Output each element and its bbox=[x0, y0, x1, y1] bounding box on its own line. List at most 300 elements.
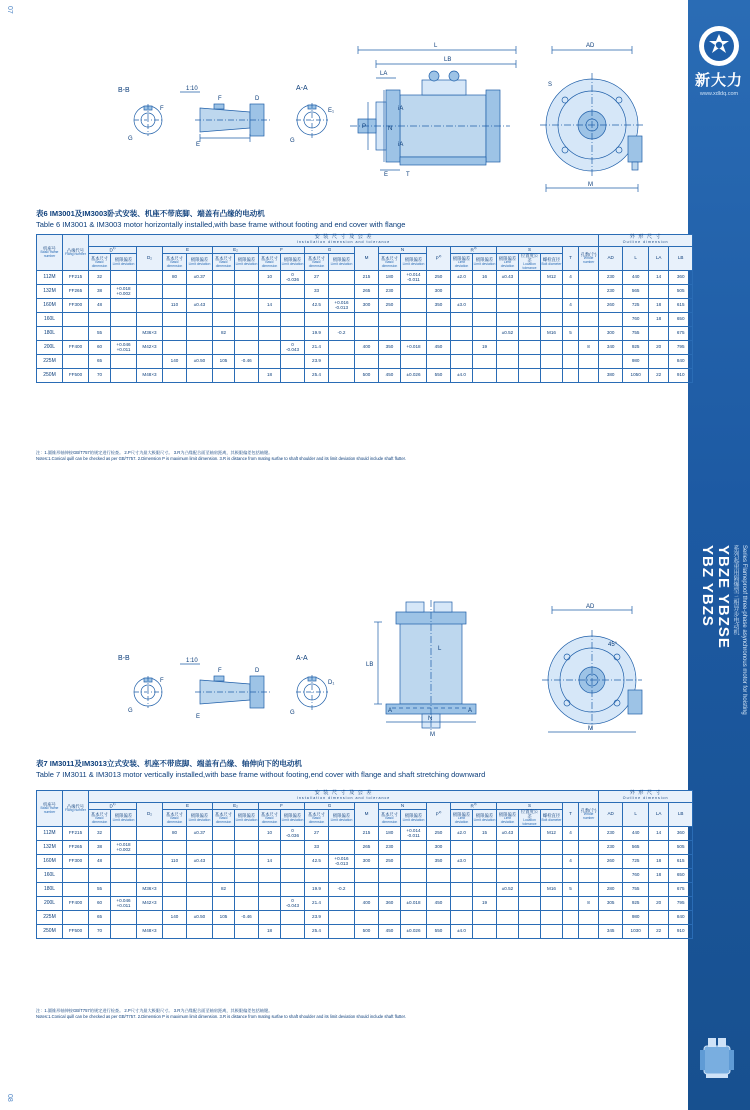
cell-d1: 60 bbox=[89, 341, 111, 355]
cell-frame: 132M bbox=[37, 285, 63, 299]
table-row bbox=[37, 883, 693, 897]
cell-la: 14 bbox=[649, 827, 669, 841]
cell-frame: 160M bbox=[37, 299, 63, 313]
series-vertical-title bbox=[688, 545, 750, 805]
th-flange-en: Flang number bbox=[65, 252, 86, 257]
cell-t bbox=[563, 285, 579, 299]
table-row bbox=[37, 841, 693, 855]
cell-ndev bbox=[401, 911, 427, 925]
th7-S-bolt: 螺栓直径 Bolt diameter bbox=[541, 810, 563, 827]
cell-p bbox=[427, 355, 451, 369]
table6-note1: 注：1.圆锥形轴伸按GB/T757的规定进行检查。 2.P尺寸为最大极限尺寸。 3.R为凸缘配合面至轴肩距离，其极限偏差包括轴键。 bbox=[36, 450, 273, 455]
table-row bbox=[37, 271, 693, 285]
cell-rdev: 16 bbox=[473, 271, 497, 285]
cell-fdev bbox=[281, 855, 305, 869]
th7-S-loc: 位置度公差 Location tolerance bbox=[519, 810, 541, 827]
cell-sloc bbox=[519, 925, 541, 939]
page-number-top: 07 bbox=[6, 6, 13, 14]
cell-gdev bbox=[329, 827, 355, 841]
cell-d2 bbox=[137, 355, 163, 369]
cell-n: 250 bbox=[379, 855, 401, 869]
cell-s bbox=[497, 369, 519, 383]
svg-text:S: S bbox=[548, 82, 553, 88]
cell-lb: 650 bbox=[669, 869, 693, 883]
cell-d1: 55 bbox=[89, 327, 111, 341]
cell-flange: FF265 bbox=[63, 841, 89, 855]
cell-f: 18 bbox=[259, 369, 281, 383]
cell-edev: ±0.43 bbox=[187, 299, 213, 313]
cell-sloc bbox=[519, 883, 541, 897]
cell-d1: 65 bbox=[89, 911, 111, 925]
cell-rdev bbox=[473, 841, 497, 855]
table7-specifications bbox=[36, 790, 693, 939]
cell-m bbox=[355, 911, 379, 925]
cell-p: 250 bbox=[427, 827, 451, 841]
table6-specifications bbox=[36, 234, 693, 383]
cell-lb: 910 bbox=[669, 369, 693, 383]
th-group-install-cn: 安 装 尺 寸 及 公 差 bbox=[314, 234, 373, 240]
cell-l: 760 bbox=[623, 869, 649, 883]
th7-E-basic: 基本尺寸 Basic dimension bbox=[163, 810, 187, 827]
cell-fdev bbox=[281, 313, 305, 327]
cell-n: 180 bbox=[379, 271, 401, 285]
cell-r: ±2.0 bbox=[451, 827, 473, 841]
brand-name-cn: 新大力 bbox=[694, 72, 743, 89]
cell-la: 14 bbox=[649, 271, 669, 285]
cell-m: 265 bbox=[355, 285, 379, 299]
cell-edev: ±0.37 bbox=[187, 271, 213, 285]
cell-l: 1030 bbox=[623, 925, 649, 939]
cell-holes bbox=[579, 925, 599, 939]
cell-m bbox=[355, 869, 379, 883]
cell-rdev: 15 bbox=[473, 827, 497, 841]
cell-d1: 65 bbox=[89, 355, 111, 369]
cell-sloc bbox=[519, 313, 541, 327]
cell-e bbox=[163, 313, 187, 327]
th-D: $D^{1)}$ bbox=[89, 246, 137, 253]
cell-rdev bbox=[473, 313, 497, 327]
cell-e2dev bbox=[235, 341, 259, 355]
cell-e bbox=[163, 883, 187, 897]
cell-sbolt bbox=[541, 841, 563, 855]
svg-text:G: G bbox=[128, 708, 133, 714]
table-row bbox=[37, 285, 693, 299]
cell-fdev bbox=[281, 327, 305, 341]
cell-d1dev: +0.046 +0.011 bbox=[111, 897, 137, 911]
cell-holes bbox=[579, 841, 599, 855]
th-flange-cn: 凸缘代号 bbox=[66, 247, 85, 253]
cell-t bbox=[563, 897, 579, 911]
cell-edev bbox=[187, 897, 213, 911]
cell-d1 bbox=[89, 869, 111, 883]
cell-s bbox=[497, 313, 519, 327]
cell-d1: 38 bbox=[89, 285, 111, 299]
th-group-install bbox=[89, 235, 599, 247]
cell-edev: ±0.50 bbox=[187, 911, 213, 925]
cell-g: 23.9 bbox=[305, 911, 329, 925]
cell-e2 bbox=[213, 925, 235, 939]
cell-p: 450 bbox=[427, 341, 451, 355]
cell-frame: 160L bbox=[37, 869, 63, 883]
cell-flange bbox=[63, 355, 89, 369]
cell-flange bbox=[63, 911, 89, 925]
cell-sbolt: M16 bbox=[541, 327, 563, 341]
cell-la: 22 bbox=[649, 925, 669, 939]
svg-text:F: F bbox=[218, 96, 222, 102]
cell-g: 25.4 bbox=[305, 925, 329, 939]
cell-e: 110 bbox=[163, 299, 187, 313]
cell-gdev bbox=[329, 925, 355, 939]
svg-text:D₁: D₁ bbox=[328, 680, 335, 686]
cell-d2 bbox=[137, 827, 163, 841]
cell-e2dev: -0.46 bbox=[235, 911, 259, 925]
th7-LB: LB bbox=[669, 802, 693, 826]
cell-t bbox=[563, 869, 579, 883]
cell-n: 350 bbox=[379, 341, 401, 355]
th-LB: LB bbox=[669, 246, 693, 270]
cell-holes bbox=[579, 355, 599, 369]
cell-e2dev bbox=[235, 299, 259, 313]
th7-D: $D^{1)}$ bbox=[89, 802, 137, 809]
th7-D-basic: 基本尺寸 Basic dimension bbox=[89, 810, 111, 827]
svg-text:AD: AD bbox=[586, 604, 595, 610]
cell-lb: 615 bbox=[669, 299, 693, 313]
cell-d2 bbox=[137, 855, 163, 869]
cell-gdev bbox=[329, 369, 355, 383]
cell-sbolt bbox=[541, 911, 563, 925]
cell-d2: M42×3 bbox=[137, 341, 163, 355]
cell-ndev: +0.014 -0.011 bbox=[401, 827, 427, 841]
cell-e2 bbox=[213, 299, 235, 313]
th7-LA: LA bbox=[649, 802, 669, 826]
cell-e2 bbox=[213, 369, 235, 383]
th-group-install-en: Installation dimension and tolerance bbox=[296, 240, 391, 245]
cell-d1: 48 bbox=[89, 855, 111, 869]
th-F-basic: 基本尺寸 Basic dimension bbox=[259, 254, 281, 271]
cell-n: 360 bbox=[379, 897, 401, 911]
cell-l: 1050 bbox=[623, 369, 649, 383]
svg-text:P: P bbox=[362, 124, 367, 130]
cell-sloc bbox=[519, 341, 541, 355]
cell-n bbox=[379, 327, 401, 341]
cell-n: 450 bbox=[379, 369, 401, 383]
cell-l: 925 bbox=[623, 897, 649, 911]
cell-lb: 910 bbox=[669, 925, 693, 939]
cell-sloc bbox=[519, 355, 541, 369]
cell-l: 760 bbox=[623, 313, 649, 327]
cell-r bbox=[451, 313, 473, 327]
cell-l: 755 bbox=[623, 327, 649, 341]
cell-rdev bbox=[473, 369, 497, 383]
th-LA: LA bbox=[649, 246, 669, 270]
cell-r: ±2.0 bbox=[451, 271, 473, 285]
cell-gdev: +0.016 -0.013 bbox=[329, 855, 355, 869]
cell-d2 bbox=[137, 869, 163, 883]
table6-title-cn: 表6 IM3001及IM3003卧式安装、机座不带底脚、端盖有凸缘的电动机 bbox=[36, 209, 265, 218]
table-row bbox=[37, 327, 693, 341]
svg-text:E: E bbox=[384, 172, 389, 178]
cell-gdev: +0.016 -0.013 bbox=[329, 299, 355, 313]
cell-ndev: +0.014 -0.011 bbox=[401, 271, 427, 285]
cell-frame: 200L bbox=[37, 897, 63, 911]
cell-d1dev: +0.018 +0.002 bbox=[111, 285, 137, 299]
drawing-vertical-mount bbox=[100, 600, 660, 740]
cell-ad: 340 bbox=[599, 341, 623, 355]
cell-ad: 305 bbox=[599, 897, 623, 911]
cell-e2dev bbox=[235, 271, 259, 285]
cell-sbolt bbox=[541, 869, 563, 883]
th7-group-outline: 外 形 尺 寸 Outline dimension bbox=[599, 791, 693, 803]
cell-r bbox=[451, 285, 473, 299]
cell-g: 19.9 bbox=[305, 327, 329, 341]
th-R: $R^{3)}$ bbox=[451, 246, 497, 253]
table7-title-en: Table 7 IM3011 & IM3013 motor vertically installed,with base frame without footing,end cover with flange and shaft stretching downward bbox=[36, 770, 486, 779]
cell-r: ±4.0 bbox=[451, 369, 473, 383]
cell-la: 18 bbox=[649, 313, 669, 327]
svg-text:iA: iA bbox=[398, 142, 404, 148]
th7-P: $P^{2)}$ bbox=[427, 802, 451, 826]
cell-m: 400 bbox=[355, 897, 379, 911]
cell-e2dev bbox=[235, 369, 259, 383]
svg-text:F: F bbox=[218, 668, 222, 674]
cell-e2dev bbox=[235, 327, 259, 341]
cell-ndev: ±0.026 bbox=[401, 369, 427, 383]
cell-f: 14 bbox=[259, 855, 281, 869]
th7-T: T bbox=[563, 802, 579, 826]
cell-fdev bbox=[281, 883, 305, 897]
th-E2: E₂ bbox=[213, 246, 259, 253]
th7-F: F bbox=[259, 802, 305, 809]
cell-lb: 650 bbox=[669, 313, 693, 327]
cell-e bbox=[163, 897, 187, 911]
th-G-basic: 基本尺寸 Basic dimension bbox=[305, 254, 329, 271]
cell-gdev bbox=[329, 271, 355, 285]
cell-s bbox=[497, 911, 519, 925]
cell-edev bbox=[187, 341, 213, 355]
th7-S-dev: 极限偏差 Limit deviation bbox=[497, 810, 519, 827]
th-N-basic: 基本尺寸 Basic dimension bbox=[379, 254, 401, 271]
cell-lb: 675 bbox=[669, 327, 693, 341]
cell-d1dev bbox=[111, 271, 137, 285]
cell-r bbox=[451, 897, 473, 911]
cell-ad: 260 bbox=[599, 855, 623, 869]
cell-ad bbox=[599, 313, 623, 327]
cell-ndev bbox=[401, 841, 427, 855]
th7-G: G bbox=[305, 802, 355, 809]
cell-r bbox=[451, 341, 473, 355]
cell-edev bbox=[187, 313, 213, 327]
th7-R-dev: 极限偏差 Limit deviation bbox=[473, 810, 497, 827]
cell-d1dev bbox=[111, 911, 137, 925]
cell-edev: ±0.50 bbox=[187, 355, 213, 369]
cell-frame: 160L bbox=[37, 313, 63, 327]
cell-rdev bbox=[473, 285, 497, 299]
cell-e2dev: -0.46 bbox=[235, 355, 259, 369]
cell-n bbox=[379, 883, 401, 897]
cell-e2dev bbox=[235, 855, 259, 869]
cell-ad: 230 bbox=[599, 271, 623, 285]
cell-sloc bbox=[519, 299, 541, 313]
cell-e2dev bbox=[235, 841, 259, 855]
cell-ndev bbox=[401, 855, 427, 869]
cell-e2dev bbox=[235, 285, 259, 299]
th7-group-install: 安 装 尺 寸 及 公 差 Installation dimension and tolerance bbox=[89, 791, 599, 803]
cell-fdev bbox=[281, 355, 305, 369]
cell-ndev bbox=[401, 285, 427, 299]
svg-text:iA: iA bbox=[398, 106, 404, 112]
th7-N-basic: 基本尺寸 Basic dimension bbox=[379, 810, 401, 827]
svg-text:G: G bbox=[290, 710, 295, 716]
cell-r bbox=[451, 911, 473, 925]
svg-text:G: G bbox=[128, 136, 133, 142]
cell-m: 500 bbox=[355, 369, 379, 383]
brand-logo bbox=[692, 26, 746, 106]
cell-s bbox=[497, 341, 519, 355]
table7-note1: 注：1.圆锥形轴伸按GB/T757的规定进行检查。 2.P尺寸为最大极限尺寸。 3.R为凸缘配合面至轴肩距离，其极限偏差包括轴键。 bbox=[36, 1008, 273, 1013]
cell-sbolt bbox=[541, 341, 563, 355]
cell-g bbox=[305, 313, 329, 327]
cell-holes bbox=[579, 313, 599, 327]
cell-d1dev bbox=[111, 313, 137, 327]
svg-text:AD: AD bbox=[586, 43, 595, 49]
cell-sbolt bbox=[541, 285, 563, 299]
cell-g: 27 bbox=[305, 827, 329, 841]
cell-edev bbox=[187, 327, 213, 341]
svg-text:A-A: A-A bbox=[296, 85, 308, 92]
cell-l: 565 bbox=[623, 285, 649, 299]
cell-e2 bbox=[213, 869, 235, 883]
cell-r: ±3.0 bbox=[451, 299, 473, 313]
cell-flange: FF400 bbox=[63, 341, 89, 355]
table7-notes bbox=[36, 1008, 656, 1021]
cell-e bbox=[163, 841, 187, 855]
cell-t: 4 bbox=[563, 827, 579, 841]
th7-AD: AD bbox=[599, 802, 623, 826]
cell-e2: 82 bbox=[213, 883, 235, 897]
cell-flange: FF265 bbox=[63, 285, 89, 299]
cell-r: ±3.0 bbox=[451, 855, 473, 869]
cell-ad bbox=[599, 355, 623, 369]
table-row bbox=[37, 341, 693, 355]
cell-ndev bbox=[401, 883, 427, 897]
cell-s: ±0.52 bbox=[497, 327, 519, 341]
cell-la: 18 bbox=[649, 855, 669, 869]
cell-e2 bbox=[213, 841, 235, 855]
cell-p: 300 bbox=[427, 285, 451, 299]
table6-title-en: Table 6 IM3001 & IM3003 motor horizontally installed,with base frame without footing and end cover with flange bbox=[36, 220, 406, 229]
cell-frame: 225M bbox=[37, 911, 63, 925]
cell-d1dev bbox=[111, 355, 137, 369]
series-title-line3: 系列起重用隔爆型三相异步电动机 bbox=[732, 545, 738, 635]
svg-text:B-B: B-B bbox=[118, 87, 130, 94]
cell-e: 140 bbox=[163, 911, 187, 925]
cell-lb: 840 bbox=[669, 355, 693, 369]
cell-m bbox=[355, 327, 379, 341]
cell-e2dev bbox=[235, 869, 259, 883]
cell-d2 bbox=[137, 271, 163, 285]
cell-ad: 230 bbox=[599, 827, 623, 841]
th7-E2-basic: 基本尺寸 Basic dimension bbox=[213, 810, 235, 827]
table7-note2: Notes:1.Conical quill can be checked as per GB/T757. 2.Dimension P is maximum limit dimension. 3.R is distance from mating surfae to shaft shoulder and its limit deviation should include shaft flutter. bbox=[36, 1014, 406, 1020]
svg-text:B-B: B-B bbox=[118, 655, 130, 662]
cell-p: 350 bbox=[427, 855, 451, 869]
th-M: M bbox=[355, 246, 379, 270]
cell-ad: 260 bbox=[599, 299, 623, 313]
cell-frame: 200L bbox=[37, 341, 63, 355]
cell-gdev bbox=[329, 285, 355, 299]
cell-d1dev: +0.046 +0.011 bbox=[111, 341, 137, 355]
svg-text:LA: LA bbox=[380, 71, 388, 77]
cell-fdev bbox=[281, 925, 305, 939]
cell-ndev: +0.018 bbox=[401, 341, 427, 355]
cell-d1dev: +0.018 +0.002 bbox=[111, 841, 137, 855]
cell-sloc bbox=[519, 841, 541, 855]
cell-l: 755 bbox=[623, 883, 649, 897]
cell-t: 5 bbox=[563, 883, 579, 897]
cell-rdev bbox=[473, 355, 497, 369]
cell-flange: FF300 bbox=[63, 855, 89, 869]
cell-d2: M36×3 bbox=[137, 327, 163, 341]
cell-sloc bbox=[519, 271, 541, 285]
cell-edev bbox=[187, 285, 213, 299]
cell-s bbox=[497, 897, 519, 911]
svg-text:1:10: 1:10 bbox=[186, 658, 198, 664]
cell-e2dev bbox=[235, 925, 259, 939]
cell-f bbox=[259, 355, 281, 369]
cell-e bbox=[163, 285, 187, 299]
cell-fdev bbox=[281, 841, 305, 855]
th7-R-basic: 极限偏差 Limit deviation bbox=[451, 810, 473, 827]
cell-sloc bbox=[519, 855, 541, 869]
cell-g: 25.4 bbox=[305, 369, 329, 383]
cell-d2: M48×3 bbox=[137, 369, 163, 383]
cell-fdev bbox=[281, 299, 305, 313]
cell-flange: FF215 bbox=[63, 827, 89, 841]
cell-e bbox=[163, 369, 187, 383]
cell-la bbox=[649, 285, 669, 299]
cell-e2dev bbox=[235, 827, 259, 841]
th-R-basic: 极限偏差 Limit deviation bbox=[451, 254, 473, 271]
cell-e2 bbox=[213, 855, 235, 869]
series-title-line2: YBZE YBZSE bbox=[715, 545, 732, 649]
table-row bbox=[37, 911, 693, 925]
table7-title-cn: 表7 IM3011及IM3013立式安装、机座不带底脚、端盖有凸缘、轴伸向下的电动机 bbox=[36, 759, 302, 768]
th7-holes: 孔数(个) Whole number bbox=[579, 802, 599, 826]
cell-e bbox=[163, 869, 187, 883]
svg-text:LB: LB bbox=[366, 662, 374, 668]
th-E: E bbox=[163, 246, 213, 253]
cell-p bbox=[427, 327, 451, 341]
cell-d1dev bbox=[111, 869, 137, 883]
th-S-loc: 位置度公差 Location tolerance bbox=[519, 254, 541, 271]
svg-text:L: L bbox=[438, 646, 442, 652]
table-row bbox=[37, 925, 693, 939]
cell-f bbox=[259, 911, 281, 925]
cell-gdev bbox=[329, 897, 355, 911]
table-row bbox=[37, 855, 693, 869]
cell-d1 bbox=[89, 313, 111, 327]
th-F-dev: 极限偏差 Limit deviation bbox=[281, 254, 305, 271]
cell-holes bbox=[579, 869, 599, 883]
cell-rdev bbox=[473, 327, 497, 341]
th-G-dev: 极限偏差 Limit deviation bbox=[329, 254, 355, 271]
cell-m: 400 bbox=[355, 341, 379, 355]
cell-fdev: 0 -0.036 bbox=[281, 271, 305, 285]
cell-m: 265 bbox=[355, 841, 379, 855]
cell-n: 230 bbox=[379, 285, 401, 299]
cell-d1: 48 bbox=[89, 299, 111, 313]
drawing-horizontal-mount bbox=[100, 20, 660, 200]
